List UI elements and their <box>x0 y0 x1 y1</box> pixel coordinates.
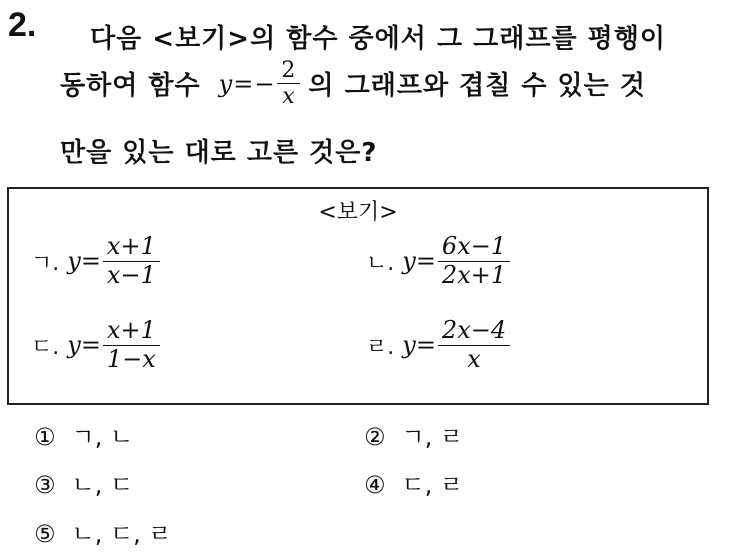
choice-2[interactable] <box>364 417 463 452</box>
item-numerator: x+1 <box>106 232 156 260</box>
item-lhs: y <box>67 247 81 276</box>
base-function-sign: − <box>254 69 276 98</box>
item-lhs: y <box>402 247 416 276</box>
base-function-fraction <box>277 58 300 110</box>
item-fraction <box>103 317 160 373</box>
choice-mark: ③ <box>34 471 56 499</box>
choice-4[interactable] <box>364 465 463 500</box>
item-denominator: x−1 <box>106 260 156 289</box>
item-numerator: 2x−4 <box>441 316 507 344</box>
item-numerator: x+1 <box>106 316 156 344</box>
bogi-item-label: ㄹ. <box>366 334 395 360</box>
question-line-2 <box>60 58 646 110</box>
bogi-item-label: ㄱ. <box>31 250 60 276</box>
choice-text: ㄱ, ㄹ <box>401 423 464 451</box>
choice-5[interactable] <box>34 514 172 549</box>
bogi-title: <보기> <box>318 200 398 225</box>
bogi-item-label: ㄷ. <box>31 334 60 360</box>
question-line-1: 다음 <보기>의 함수 중에서 그 그래프를 평행이 <box>90 24 666 54</box>
base-function-numerator: 2 <box>281 58 297 83</box>
bogi-item-label: ㄴ. <box>366 250 395 276</box>
question-line-2-prefix: 동하여 함수 <box>60 71 201 102</box>
choice-text: ㄷ, ㄹ <box>401 471 464 499</box>
bogi-item-digeut <box>31 317 162 373</box>
choice-text: ㄱ, ㄴ <box>71 423 134 451</box>
choice-mark: ⑤ <box>34 520 56 548</box>
bogi-box <box>7 187 709 405</box>
choice-text: ㄴ, ㄷ, ㄹ <box>71 520 172 548</box>
item-lhs: y <box>67 331 81 360</box>
question-line-3: 만을 있는 대로 고른 것은? <box>60 138 378 168</box>
item-eq: = <box>415 247 436 276</box>
item-fraction <box>438 317 510 373</box>
item-numerator: 6x−1 <box>441 232 507 260</box>
choice-text: ㄴ, ㄷ <box>71 471 134 499</box>
base-function-eq: = <box>233 69 255 98</box>
bogi-item-rieul <box>366 317 512 373</box>
base-function-formula <box>219 58 303 110</box>
item-denominator: x <box>467 344 481 373</box>
base-function-denominator: x <box>282 84 296 110</box>
choice-3[interactable] <box>34 465 133 500</box>
item-denominator: 1−x <box>106 344 156 373</box>
item-eq: = <box>415 331 436 360</box>
item-lhs: y <box>402 331 416 360</box>
item-eq: = <box>80 331 101 360</box>
bogi-item-nieun <box>366 233 512 289</box>
item-fraction <box>103 233 160 289</box>
item-fraction <box>438 233 510 289</box>
question-line-2-suffix: 의 그래프와 겹칠 수 있는 것 <box>308 71 646 102</box>
choice-1[interactable] <box>34 417 133 452</box>
bogi-item-giyeok <box>31 233 162 289</box>
base-function-lhs: y <box>218 69 234 98</box>
item-denominator: 2x+1 <box>441 260 507 289</box>
choice-mark: ② <box>364 423 386 451</box>
choice-mark: ④ <box>364 471 386 499</box>
question-number: 2. <box>8 6 37 44</box>
choice-mark: ① <box>34 423 56 451</box>
item-eq: = <box>80 247 101 276</box>
